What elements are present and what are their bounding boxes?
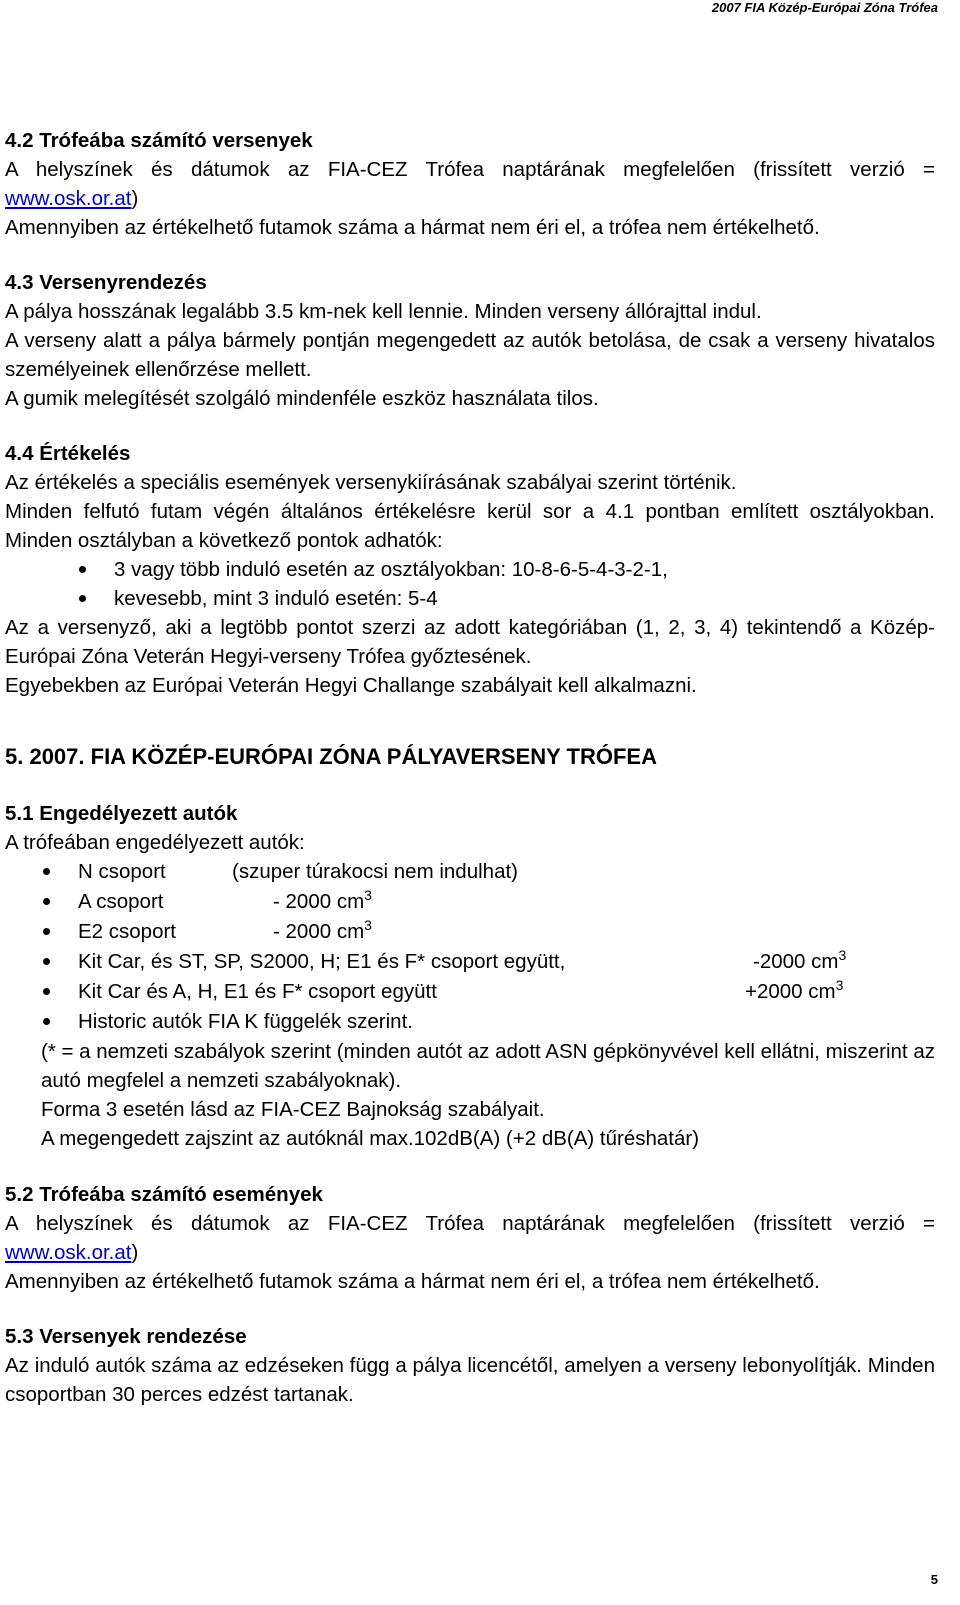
car-detail: (szuper túrakocsi nem indulhat) [232,860,518,883]
osk-link[interactable]: www.osk.or.at [5,1241,132,1264]
list-item [5,977,935,1007]
list-item-text: 3 vagy több induló esetén az osztályokban: 10-8-6-5-4-3-2-1, [114,558,668,581]
bullet-icon [43,958,50,965]
section-4-2-line-end: ) [131,187,139,210]
osk-link[interactable]: www.osk.or.at [5,187,132,210]
section-4-3-p2: A verseny alatt a pálya bármely pontján megengedett az autók betolása, de csak a verseny hivatalos személyeinek ellenőrzése mellett. [5,329,935,381]
section-4-2-heading: 4.2 Trófeába számító versenyek [5,129,313,152]
superscript: 3 [835,977,844,993]
section-4-3-p3: A gumik melegítését szolgáló mindenféle eszköz használata tilos. [5,387,599,410]
section-4-3-heading: 4.3 Versenyrendezés [5,271,207,294]
section-4-2-line: A helyszínek és dátumok az FIA-CEZ Trófea naptárának megfelelően (frissített verzió = [5,158,935,181]
list-item [5,857,935,887]
car-group: A csoport [78,890,164,913]
car-detail: -2000 cm [753,950,839,973]
section-5-2-note: Amennyiben az értékelhető futamok száma a hármat nem éri el, a trófea nem értékelhető. [5,1270,820,1293]
section-4-4-p4: Egyebekben az Európai Veterán Hegyi Challange szabályait kell alkalmazni. [5,674,697,697]
car-detail: - 2000 cm [273,920,365,943]
section-4-4-p2: Minden felfutó futam végén általános értékelésre kerül sor a 4.1 pontban említett osztályokban. Minden osztályban a következő pontok adhatók: [5,500,935,552]
list-item-text: kevesebb, mint 3 induló esetén: 5-4 [114,587,438,610]
section-5-2-text [5,1209,935,1267]
car-detail: - 2000 cm [273,890,365,913]
bullet-icon [43,1018,50,1025]
superscript: 3 [838,947,847,963]
car-group: E2 csoport [78,920,176,943]
section-5-2-line-end: ) [131,1241,139,1264]
superscript: 3 [364,887,372,903]
document-body [5,126,935,1409]
page-number: 5 [930,1572,938,1587]
section-5-3-p1: Az induló autók száma az edzéseken függ a pálya licencétől, amelyen a verseny lebonyolítják. Minden csoportban 30 perces edzést tartanak. [5,1354,935,1406]
superscript: 3 [364,917,372,933]
section-5-2-heading: 5.2 Trófeába számító események [5,1183,323,1206]
section-5-heading: 5. 2007. FIA KÖZÉP-EURÓPAI ZÓNA PÁLYAVERSENY TRÓFEA [5,744,657,769]
list-item [5,555,935,584]
section-4-3-p1: A pálya hosszának legalább 3.5 km-nek kell lennie. Minden verseny állórajttal indul. [5,300,762,323]
bullet-icon [43,928,50,935]
section-5-1-intro: A trófeában engedélyezett autók: [5,831,305,854]
car-group: Kit Car, és ST, SP, S2000, H; E1 és F* csoport együtt, [78,950,566,973]
car-group: N csoport [78,860,166,883]
car-group: Historic autók FIA K függelék szerint. [78,1010,413,1033]
bullet-icon [43,868,50,875]
list-item [5,887,935,917]
section-4-4-heading: 4.4 Értékelés [5,442,131,465]
bullet-icon [43,988,50,995]
car-detail: +2000 cm [745,980,836,1003]
bullet-icon [43,898,50,905]
section-5-1-heading: 5.1 Engedélyezett autók [5,802,238,825]
section-5-1-f3: Forma 3 esetén lásd az FIA-CEZ Bajnokság szabályait. [41,1098,545,1121]
car-list [5,857,935,1037]
points-list [5,555,935,613]
list-item [5,947,935,977]
section-4-4-p1: Az értékelés a speciális események versenykiírásának szabályai szerint történik. [5,471,737,494]
section-5-3-heading: 5.3 Versenyek rendezése [5,1325,247,1348]
section-5-2-line: A helyszínek és dátumok az FIA-CEZ Trófea naptárának megfelelően (frissített verzió = [5,1212,935,1235]
section-5-1-note: (* = a nemzeti szabályok szerint (minden autót az adott ASN gépkönyvével kell ellátni, miszerint az autó megfelel a nemzeti szabályoknak). [41,1040,935,1092]
car-group: Kit Car és A, H, E1 és F* csoport együtt [78,980,437,1003]
section-5-1-noise: A megengedett zajszint az autóknál max.102dB(A) (+2 dB(A) tűréshatár) [41,1127,700,1150]
bullet-icon [79,595,86,602]
list-item [5,584,935,613]
section-4-2-text [5,155,935,213]
list-item [5,1007,935,1037]
running-header: 2007 FIA Közép-Európai Zóna Trófea [711,0,938,15]
bullet-icon [79,566,86,573]
section-4-4-p3: Az a versenyző, aki a legtöbb pontot szerzi az adott kategóriában (1, 2, 3, 4) tekintendő a Közép-Európai Zóna Veterán Hegyi-verseny Trófea győztesének. [5,616,935,668]
list-item [5,917,935,947]
section-4-2-note: Amennyiben az értékelhető futamok száma a hármat nem éri el, a trófea nem értékelhető. [5,216,820,239]
